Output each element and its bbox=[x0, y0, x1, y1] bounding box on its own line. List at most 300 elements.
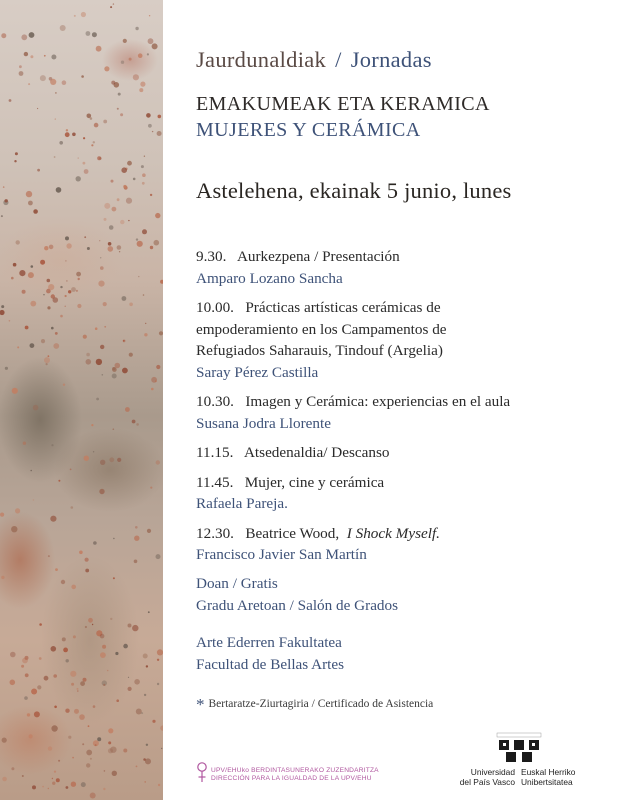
speckle bbox=[65, 709, 69, 713]
speckle bbox=[90, 117, 93, 120]
speckle bbox=[83, 162, 86, 165]
speckle bbox=[28, 272, 34, 278]
speckle bbox=[154, 240, 160, 246]
speckle bbox=[100, 460, 105, 465]
speckle bbox=[2, 777, 7, 782]
speckle bbox=[152, 131, 153, 132]
speckle bbox=[134, 560, 138, 564]
speckle bbox=[41, 339, 45, 343]
speckle bbox=[39, 623, 42, 626]
speckle bbox=[140, 82, 145, 87]
speckle bbox=[109, 225, 114, 230]
admission-place: Gradu Aretoan / Salón de Grados bbox=[196, 596, 399, 614]
speckle bbox=[103, 302, 107, 306]
speckle bbox=[78, 278, 80, 280]
speckle bbox=[161, 748, 162, 749]
speckle bbox=[65, 260, 66, 261]
speckle bbox=[37, 169, 40, 172]
event-date: Astelehena, ekainak 5 junio, lunes bbox=[196, 178, 512, 203]
speckle bbox=[58, 480, 60, 482]
speckle bbox=[72, 133, 76, 137]
speckle bbox=[55, 92, 57, 94]
speckle bbox=[144, 781, 146, 783]
speckle bbox=[50, 79, 56, 85]
speckle bbox=[96, 398, 99, 401]
admission-info bbox=[196, 573, 398, 616]
speckle bbox=[47, 306, 50, 309]
speckle bbox=[91, 144, 93, 146]
speckle bbox=[1, 576, 4, 579]
speckle bbox=[74, 15, 76, 17]
speckle bbox=[113, 428, 115, 430]
speckle bbox=[43, 294, 44, 295]
speckle bbox=[34, 711, 40, 717]
entry-title: Beatrice Wood, bbox=[245, 524, 340, 542]
university-eu-line2: Unibertsitatea bbox=[521, 776, 573, 787]
speckle bbox=[71, 585, 76, 590]
speckle bbox=[44, 55, 46, 57]
speckle bbox=[96, 46, 102, 52]
speckle bbox=[71, 506, 74, 509]
speckle bbox=[108, 242, 112, 246]
speckle bbox=[40, 260, 45, 265]
speckle bbox=[123, 340, 126, 343]
speckle bbox=[132, 420, 136, 424]
ceramic-speckles bbox=[0, 0, 163, 800]
entry-time: 11.15. bbox=[196, 444, 234, 461]
speckle bbox=[74, 709, 79, 714]
speckle bbox=[133, 178, 136, 181]
speckle bbox=[85, 626, 87, 628]
speckle bbox=[95, 744, 97, 746]
speckle bbox=[99, 489, 104, 494]
speckle bbox=[143, 294, 145, 296]
speckle bbox=[84, 169, 89, 174]
speckle bbox=[31, 689, 37, 695]
speckle bbox=[96, 359, 102, 365]
speckle bbox=[62, 80, 67, 85]
speckle bbox=[0, 310, 5, 315]
speckle bbox=[115, 652, 118, 655]
speckle bbox=[85, 558, 89, 562]
speckle bbox=[31, 265, 34, 268]
speckle bbox=[135, 526, 138, 529]
speckle bbox=[81, 782, 86, 787]
speckle bbox=[147, 529, 151, 533]
speckle bbox=[112, 207, 117, 212]
speckle bbox=[28, 201, 33, 206]
speckle bbox=[142, 229, 147, 234]
speckle bbox=[50, 516, 56, 522]
speckle bbox=[152, 720, 155, 723]
speckle bbox=[160, 280, 163, 284]
speckle bbox=[144, 156, 145, 157]
speckle bbox=[90, 793, 96, 799]
speckle bbox=[159, 331, 163, 335]
speckle bbox=[100, 652, 106, 658]
speckle bbox=[81, 12, 86, 17]
speckle bbox=[88, 725, 90, 727]
speckle bbox=[121, 167, 127, 173]
speckle bbox=[157, 683, 159, 685]
speckle bbox=[58, 760, 60, 762]
university-name-eu bbox=[521, 768, 585, 787]
speckle bbox=[123, 185, 126, 188]
speckle bbox=[48, 555, 50, 557]
speckle bbox=[51, 55, 56, 60]
speckle bbox=[104, 203, 110, 209]
speckle bbox=[126, 198, 132, 204]
speckle bbox=[1, 215, 3, 217]
speckle bbox=[150, 194, 152, 196]
speckle bbox=[88, 618, 93, 623]
speckle bbox=[86, 31, 91, 36]
speckle bbox=[147, 53, 149, 55]
speckle bbox=[77, 688, 79, 690]
speckle bbox=[103, 120, 107, 124]
speckle bbox=[39, 657, 42, 660]
speckle bbox=[54, 156, 56, 158]
venus-symbol-icon bbox=[196, 760, 208, 788]
speckle bbox=[134, 536, 139, 541]
speckle bbox=[82, 743, 84, 745]
speckle bbox=[112, 374, 117, 379]
speckle bbox=[107, 670, 109, 672]
speckle bbox=[142, 182, 145, 185]
speckle bbox=[15, 508, 20, 513]
speckle bbox=[91, 424, 93, 426]
speckle bbox=[53, 297, 59, 303]
header-es: Jornadas bbox=[350, 47, 432, 72]
speckle bbox=[104, 326, 106, 328]
speckle bbox=[157, 659, 159, 661]
speckle bbox=[100, 634, 105, 639]
entry-line bbox=[196, 442, 626, 464]
speckle bbox=[14, 160, 16, 162]
entry-title-line: empoderamiento en los Campamentos de bbox=[196, 320, 447, 338]
speckle bbox=[145, 758, 151, 764]
speckle bbox=[15, 152, 18, 155]
entry-time: 12.30. bbox=[196, 524, 234, 542]
speckle bbox=[37, 108, 38, 109]
speckle bbox=[60, 25, 66, 31]
program-list bbox=[196, 246, 626, 574]
speckle bbox=[148, 38, 154, 44]
speckle bbox=[55, 118, 56, 119]
entry-title: Atsedenaldia/ Descanso bbox=[243, 444, 390, 461]
speckle bbox=[122, 368, 128, 374]
speckle bbox=[65, 236, 69, 240]
speckle bbox=[150, 246, 153, 249]
speckle bbox=[54, 706, 57, 709]
entry-speaker: Susana Jodra Llorente bbox=[196, 414, 331, 432]
speckle bbox=[93, 451, 94, 452]
speckle bbox=[11, 526, 17, 532]
speckle bbox=[79, 551, 83, 555]
speckle bbox=[77, 304, 81, 308]
speckle bbox=[66, 243, 71, 248]
speckle bbox=[29, 734, 33, 738]
entry-line bbox=[196, 246, 626, 268]
equality-office-line1: UPV/EHUko BERDINTASUNERAKO ZUZENDARITZA bbox=[211, 767, 379, 774]
speckle bbox=[116, 699, 119, 702]
speckle bbox=[102, 374, 104, 376]
speckle bbox=[12, 388, 18, 394]
speckle bbox=[136, 709, 142, 715]
speckle bbox=[148, 611, 150, 613]
speckle bbox=[128, 220, 129, 221]
speckle bbox=[156, 460, 160, 464]
program-entry bbox=[196, 442, 626, 464]
speckle bbox=[25, 326, 29, 330]
speckle bbox=[21, 34, 27, 40]
university-es-line1: Universidad bbox=[470, 767, 515, 777]
speckle bbox=[103, 788, 105, 790]
speckle bbox=[146, 744, 148, 746]
speckle bbox=[146, 665, 148, 667]
speckle bbox=[151, 377, 157, 383]
speckle bbox=[33, 405, 39, 411]
speckle bbox=[127, 161, 132, 166]
speckle bbox=[110, 6, 112, 8]
university-emblem-icon bbox=[495, 730, 545, 766]
speckle bbox=[22, 658, 28, 664]
speckle bbox=[83, 137, 85, 139]
speckle bbox=[112, 771, 117, 776]
program-entry bbox=[196, 391, 626, 434]
speckle bbox=[52, 782, 55, 785]
speckle bbox=[53, 674, 57, 678]
speckle bbox=[63, 384, 65, 386]
speckle bbox=[10, 680, 16, 686]
speckle bbox=[141, 712, 143, 714]
speckle bbox=[9, 99, 12, 102]
speckle bbox=[25, 673, 29, 677]
speckle bbox=[22, 775, 24, 777]
speckle bbox=[33, 499, 34, 500]
speckle bbox=[139, 88, 143, 92]
speckle bbox=[65, 306, 66, 307]
program-entry bbox=[196, 246, 626, 289]
faculty-eu: Arte Ederren Fakultatea bbox=[196, 634, 342, 651]
speckle bbox=[141, 165, 144, 168]
speckle bbox=[33, 209, 38, 214]
speckle bbox=[72, 757, 74, 759]
speckle bbox=[71, 782, 76, 787]
speckle bbox=[146, 113, 151, 118]
speckle bbox=[138, 53, 143, 58]
speckle bbox=[160, 725, 163, 730]
speckle bbox=[76, 290, 78, 292]
speckle bbox=[54, 771, 56, 773]
entry-title: Imagen y Cerámica: experiencias en el aula bbox=[245, 393, 511, 410]
speckle bbox=[83, 335, 87, 339]
speckle bbox=[138, 276, 139, 277]
speckle bbox=[52, 778, 53, 779]
speckle bbox=[123, 749, 127, 753]
speckle bbox=[98, 281, 104, 287]
speckle bbox=[148, 124, 152, 128]
entry-title-line: Refugiados Saharauis, Tindouf (Argelia) bbox=[196, 342, 443, 359]
speckle bbox=[27, 713, 30, 716]
speckle bbox=[123, 39, 127, 43]
entry-time: 10.30. bbox=[196, 393, 234, 410]
speckle bbox=[47, 279, 51, 283]
university-es-line2: del País Vasco bbox=[459, 776, 515, 787]
speckle bbox=[109, 457, 114, 462]
speckle bbox=[136, 238, 138, 240]
speckle bbox=[48, 355, 50, 357]
speckle bbox=[70, 671, 76, 677]
speckle bbox=[104, 66, 109, 71]
speckle bbox=[40, 75, 46, 81]
speckle bbox=[60, 315, 63, 318]
entry-line bbox=[196, 472, 626, 494]
speckle bbox=[9, 320, 11, 322]
speckle bbox=[86, 359, 92, 365]
program-entry bbox=[196, 472, 626, 515]
speckle bbox=[30, 301, 36, 307]
speckle bbox=[90, 758, 92, 760]
faculty-es: Facultad de Bellas Artes bbox=[196, 655, 345, 673]
speckle bbox=[111, 180, 114, 183]
speckle bbox=[128, 624, 132, 628]
title-es: MUJERES Y CERÁMICA bbox=[196, 119, 421, 141]
speckle bbox=[129, 353, 133, 357]
certificate-text: Bertaratze-Ziurtagiria / Certificado de Asistencia bbox=[208, 698, 434, 710]
speckle bbox=[5, 199, 8, 202]
speckle bbox=[113, 538, 114, 539]
entry-speaker: Francisco Javier San Martín bbox=[196, 546, 367, 563]
speckle bbox=[44, 357, 50, 363]
speckle bbox=[121, 61, 124, 64]
speckle bbox=[84, 456, 89, 461]
speckle bbox=[80, 681, 85, 686]
speckle bbox=[81, 75, 84, 78]
speckle bbox=[77, 690, 79, 692]
speckle bbox=[55, 332, 58, 335]
speckle bbox=[117, 198, 120, 201]
entry-time: 9.30. bbox=[196, 248, 227, 265]
speckle bbox=[93, 705, 96, 708]
speckle bbox=[19, 65, 22, 68]
speckle bbox=[46, 363, 48, 365]
speckle bbox=[110, 747, 116, 753]
speckle bbox=[86, 353, 90, 357]
header-eu: Jaurdunaldiak bbox=[196, 47, 327, 72]
speckle bbox=[10, 652, 16, 658]
university-eu-line1: Euskal Herriko bbox=[521, 767, 576, 777]
speckle bbox=[150, 487, 152, 489]
speckle bbox=[128, 687, 132, 691]
entry-speaker: Amparo Lozano Sancha bbox=[196, 269, 343, 287]
faculty-info bbox=[196, 632, 344, 675]
speckle bbox=[93, 541, 97, 545]
speckle bbox=[108, 728, 113, 733]
speckle bbox=[49, 245, 54, 250]
university-name-es bbox=[455, 768, 515, 787]
speckle bbox=[66, 280, 68, 282]
speckle bbox=[59, 141, 63, 145]
entry-line bbox=[196, 297, 626, 319]
speckle bbox=[97, 737, 101, 741]
speckle bbox=[79, 714, 85, 720]
speckle bbox=[144, 333, 147, 336]
speckle bbox=[29, 32, 35, 38]
admission-price: Doan / Gratis bbox=[196, 575, 278, 592]
speckle bbox=[104, 770, 106, 772]
speckle bbox=[144, 694, 146, 696]
upv-ehu-logo bbox=[455, 730, 585, 790]
speckle bbox=[113, 577, 115, 579]
speckle bbox=[129, 58, 132, 61]
speckle bbox=[84, 236, 86, 238]
speckle bbox=[92, 32, 97, 37]
speckle bbox=[51, 725, 57, 731]
entry-line bbox=[196, 391, 626, 413]
speckle bbox=[62, 637, 66, 641]
speckle bbox=[132, 625, 138, 631]
speckle bbox=[56, 187, 62, 193]
speckle bbox=[73, 635, 76, 638]
asterisk-icon: * bbox=[196, 695, 205, 714]
speckle bbox=[118, 93, 121, 96]
program-entry bbox=[196, 297, 626, 383]
speckle bbox=[30, 55, 33, 58]
speckle bbox=[51, 444, 53, 446]
speckle bbox=[22, 290, 26, 294]
speckle bbox=[137, 241, 143, 247]
header-separator: / bbox=[335, 47, 342, 72]
speckle bbox=[128, 677, 129, 678]
program-entry bbox=[196, 523, 626, 566]
speckle bbox=[143, 654, 148, 659]
speckle bbox=[143, 758, 146, 761]
speckle bbox=[104, 218, 107, 221]
speckle bbox=[136, 766, 138, 768]
speckle bbox=[71, 683, 74, 686]
speckle bbox=[86, 750, 92, 756]
entry-line bbox=[196, 523, 626, 545]
equality-office-line2: DIRECCIÓN PARA LA IGUALDAD DE LA UPV/EHU bbox=[211, 775, 372, 782]
speckle bbox=[157, 649, 163, 655]
speckle bbox=[100, 257, 101, 258]
speckle bbox=[93, 141, 95, 143]
speckle bbox=[13, 263, 17, 267]
entry-title: Aurkezpena / Presentación bbox=[236, 248, 400, 265]
speckle bbox=[66, 786, 69, 789]
speckle bbox=[11, 767, 14, 770]
speckle bbox=[152, 43, 158, 49]
speckle bbox=[120, 220, 124, 224]
speckle bbox=[117, 108, 119, 110]
speckle bbox=[133, 74, 139, 80]
speckle bbox=[0, 513, 4, 517]
speckle bbox=[28, 83, 30, 85]
speckle bbox=[11, 277, 14, 280]
speckle bbox=[53, 343, 59, 349]
speckle bbox=[92, 624, 93, 625]
speckle bbox=[100, 266, 104, 270]
entry-speaker: Rafaela Pareja. bbox=[196, 495, 288, 512]
speckle bbox=[63, 648, 68, 653]
speckle bbox=[117, 458, 121, 462]
speckle bbox=[1, 33, 6, 38]
speckle bbox=[83, 678, 87, 682]
certificate-note bbox=[196, 695, 433, 715]
speckle bbox=[99, 240, 100, 241]
title-eu: EMAKUMEAK ETA KERAMICA bbox=[196, 93, 490, 115]
